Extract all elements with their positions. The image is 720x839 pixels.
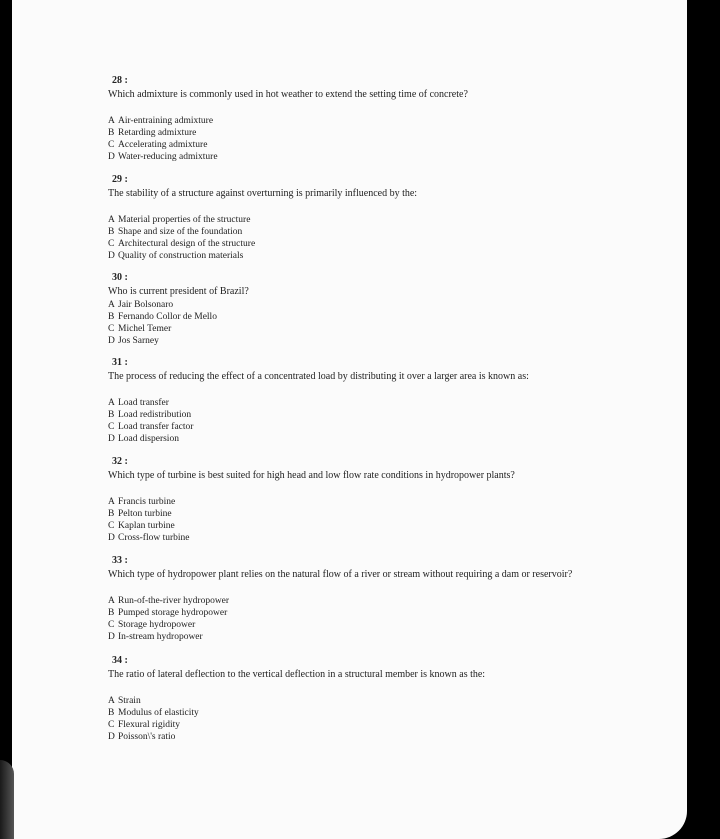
question-text: Who is current president of Brazil? bbox=[108, 286, 249, 297]
question-29 bbox=[108, 174, 668, 262]
question-34 bbox=[108, 655, 668, 743]
option-list bbox=[108, 397, 668, 445]
question-number: 34 : bbox=[112, 655, 128, 666]
question-number: 28 : bbox=[112, 75, 128, 86]
question-text: Which admixture is commonly used in hot weather to extend the setting time of concrete? bbox=[108, 89, 468, 100]
option-list bbox=[108, 115, 668, 163]
option-c: C Architectural design of the structure bbox=[108, 239, 256, 249]
option-b: B Pelton turbine bbox=[108, 509, 172, 519]
question-33 bbox=[108, 555, 668, 643]
option-list bbox=[108, 214, 668, 262]
option-c: C Accelerating admixture bbox=[108, 140, 208, 150]
option-b: B Pumped storage hydropower bbox=[108, 608, 228, 618]
option-d: D Cross-flow turbine bbox=[108, 533, 190, 543]
option-list bbox=[108, 496, 668, 544]
question-text: Which type of hydropower plant relies on the natural flow of a river or stream without requiring a dam or reservoir? bbox=[108, 569, 573, 580]
question-number: 32 : bbox=[112, 456, 128, 467]
option-a: A Run-of-the-river hydropower bbox=[108, 596, 230, 606]
option-a: A Jair Bolsonaro bbox=[108, 300, 174, 310]
option-c: C Kaplan turbine bbox=[108, 521, 175, 531]
question-30 bbox=[108, 272, 668, 347]
option-b: B Load redistribution bbox=[108, 410, 192, 420]
option-a: A Strain bbox=[108, 696, 141, 706]
option-d: D Jos Sarney bbox=[108, 336, 159, 346]
left-edge-shadow bbox=[0, 760, 14, 839]
option-d: D Load dispersion bbox=[108, 434, 179, 444]
question-number: 30 : bbox=[112, 272, 128, 283]
option-c: C Storage hydropower bbox=[108, 620, 196, 630]
question-text: Which type of turbine is best suited for high head and low flow rate conditions in hydropower plants? bbox=[108, 470, 515, 481]
option-b: B Modulus of elasticity bbox=[108, 708, 199, 718]
question-number: 33 : bbox=[112, 555, 128, 566]
option-b: B Retarding admixture bbox=[108, 128, 197, 138]
option-list bbox=[108, 695, 668, 743]
question-32 bbox=[108, 456, 668, 544]
option-c: C Michel Temer bbox=[108, 324, 172, 334]
option-d: D Quality of construction materials bbox=[108, 251, 244, 261]
option-a: A Material properties of the structure bbox=[108, 215, 251, 225]
question-28 bbox=[108, 75, 668, 163]
option-c: C Flexural rigidity bbox=[108, 720, 181, 730]
option-c: C Load transfer factor bbox=[108, 422, 194, 432]
question-number: 31 : bbox=[112, 357, 128, 368]
question-number: 29 : bbox=[112, 174, 128, 185]
option-a: A Load transfer bbox=[108, 398, 169, 408]
option-b: B Fernando Collor de Mello bbox=[108, 312, 217, 322]
option-b: B Shape and size of the foundation bbox=[108, 227, 243, 237]
option-list bbox=[108, 595, 668, 643]
option-d: D In-stream hydropower bbox=[108, 632, 203, 642]
question-text: The stability of a structure against overturning is primarily influenced by the: bbox=[108, 188, 418, 199]
question-31 bbox=[108, 357, 668, 445]
option-a: A Air-entraining admixture bbox=[108, 116, 214, 126]
question-text: The ratio of lateral deflection to the vertical deflection in a structural member is known as the: bbox=[108, 669, 486, 680]
option-a: A Francis turbine bbox=[108, 497, 176, 507]
question-text: The process of reducing the effect of a concentrated load by distributing it over a larger area is known as: bbox=[108, 371, 529, 382]
option-d: D Water-reducing admixture bbox=[108, 152, 218, 162]
option-list bbox=[108, 299, 668, 347]
option-d: D Poisson\'s ratio bbox=[108, 732, 176, 742]
